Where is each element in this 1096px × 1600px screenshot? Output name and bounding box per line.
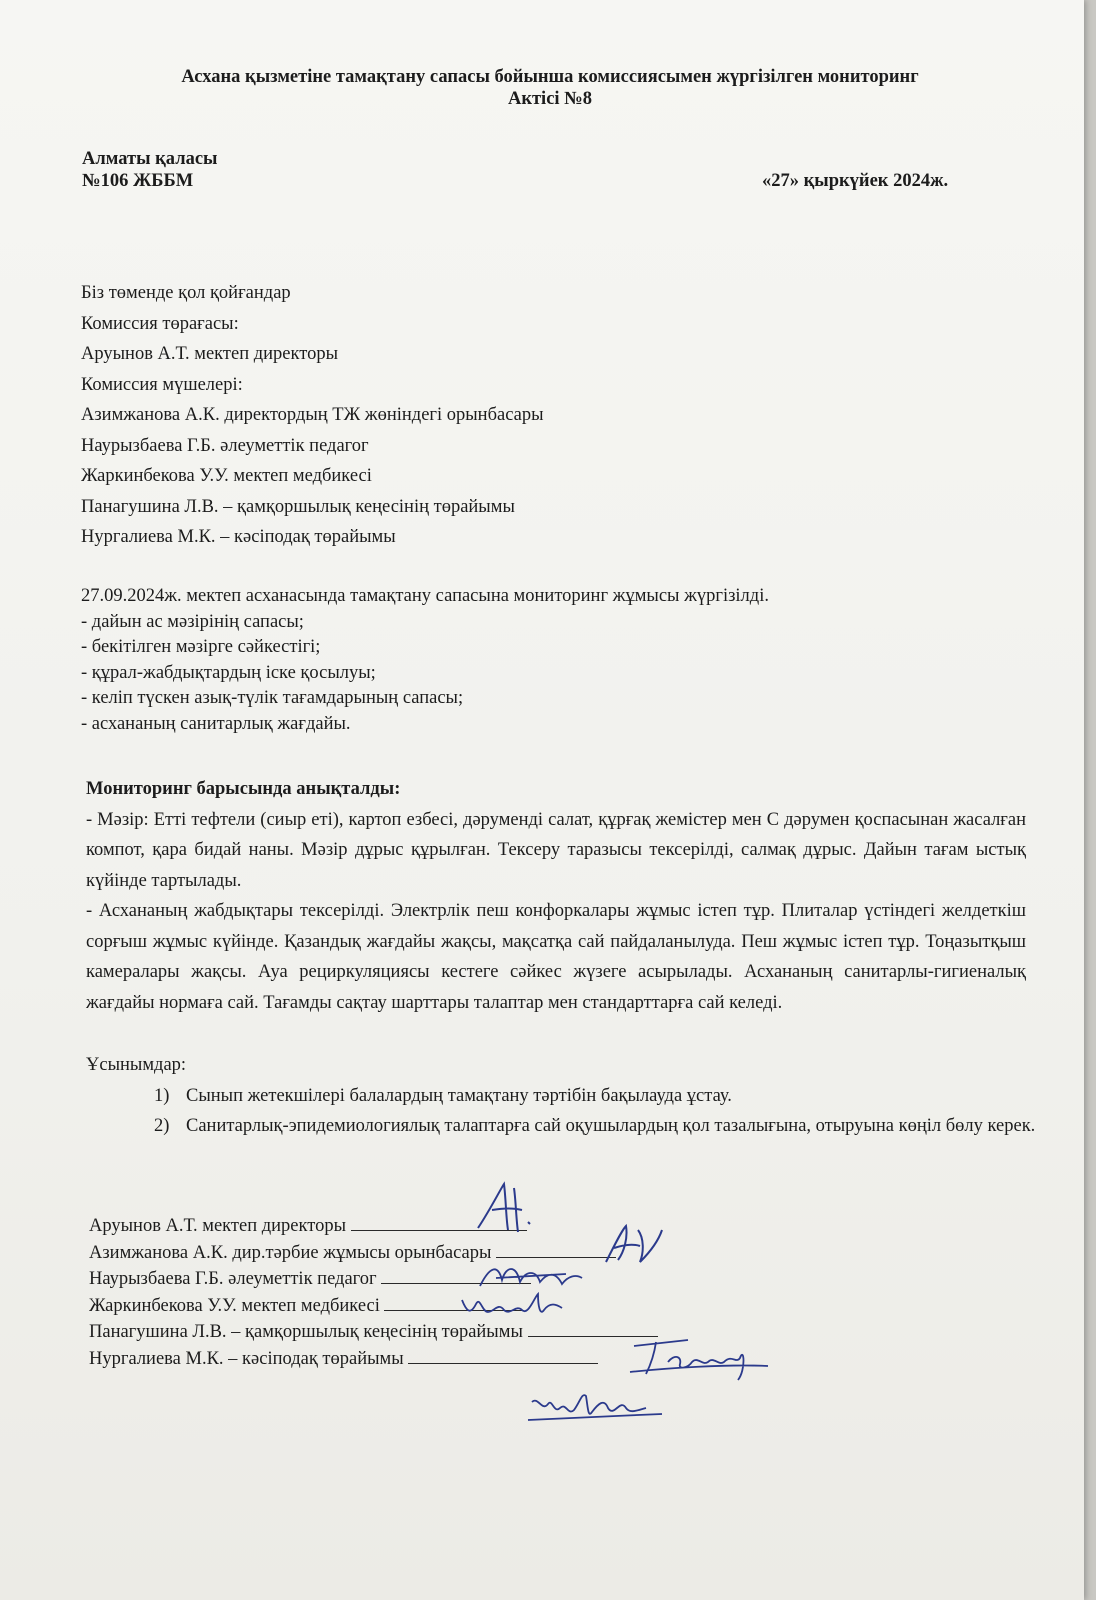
monitoring-intro: 27.09.2024ж. мектеп асханасында тамақтану сапасына мониторинг жұмысы жүргізілді. bbox=[81, 586, 769, 606]
recommendations-section bbox=[86, 1050, 1046, 1142]
chair-heading: Комиссия төрағасы: bbox=[81, 313, 239, 334]
signatory-name: Панагушина Л.В. – қамқоршылық кеңесінің төрайымы bbox=[89, 1322, 523, 1342]
signature-line bbox=[381, 1265, 531, 1284]
signature-row bbox=[89, 1239, 658, 1266]
school-label: №106 ЖББМ bbox=[82, 171, 194, 191]
signatory-name: Аруынов А.Т. мектеп директоры bbox=[89, 1216, 347, 1236]
findings-heading: Мониторинг барысында анықталды: bbox=[86, 779, 401, 799]
member-item: Нургалиева М.К. – кәсіподақ төрайымы bbox=[81, 527, 396, 547]
signature-line bbox=[384, 1292, 524, 1311]
recommendation-item bbox=[86, 1081, 1046, 1112]
header-left bbox=[82, 148, 218, 192]
monitoring-item: - бекітілген мәзірге сәйкестігі; bbox=[81, 637, 321, 657]
city-label: Алматы қаласы bbox=[82, 149, 218, 169]
title-line-2: Актісі №8 bbox=[507, 89, 593, 109]
signature-row bbox=[89, 1318, 658, 1345]
member-item: Наурызбаева Г.Б. әлеуметтік педагог bbox=[81, 435, 369, 456]
findings-paragraph-1: - Мәзір: Етті тефтели (сиыр еті), картоп езбесі, дәруменді салат, құрғақ жемістер мен С дәрумен қоспасынан жасалған компот, қара бидай наны. Мәзір дұрыс құрылған. Тексеру таразысы тексерілді, салмақ дұрыс. Дайын тағам ыстық күйінде тартылады. bbox=[86, 809, 1026, 891]
document-title bbox=[60, 66, 1040, 110]
signature-line bbox=[351, 1212, 527, 1231]
chair-name: Аруынов А.Т. мектеп директоры bbox=[81, 344, 339, 364]
signature-row bbox=[89, 1345, 658, 1372]
member-item: Панагушина Л.В. – қамқоршылық кеңесінің төрайымы bbox=[81, 496, 515, 517]
member-item: Азимжанова А.К. директордың ТЖ жөніндегі орынбасары bbox=[81, 405, 544, 425]
signatory-name: Жаркинбекова У.У. мектеп медбикесі bbox=[89, 1295, 380, 1316]
monitoring-item: - асхананың санитарлық жағдайы. bbox=[81, 713, 351, 734]
signatory-name: Азимжанова А.К. дир.тәрбие жұмысы орынбасары bbox=[89, 1242, 492, 1263]
recommendations-list bbox=[86, 1081, 1046, 1142]
commission-members bbox=[81, 278, 544, 553]
document-date: «27» қыркүйек 2024ж. bbox=[762, 171, 949, 191]
signature-row bbox=[89, 1292, 658, 1319]
members-intro: Біз төменде қол қойғандар bbox=[81, 283, 291, 303]
findings-section bbox=[86, 774, 1026, 1018]
recommendation-number: 1) bbox=[154, 1085, 170, 1106]
recommendations-heading: Ұсынымдар: bbox=[86, 1055, 187, 1075]
signature-line bbox=[496, 1239, 616, 1258]
signature-line bbox=[408, 1345, 598, 1364]
member-item: Жаркинбекова У.У. мектеп медбикесі bbox=[81, 466, 372, 486]
members-heading: Комиссия мүшелері: bbox=[81, 374, 243, 395]
monitoring-section bbox=[81, 584, 769, 737]
title-line-1: Асхана қызметіне тамақтану сапасы бойынша комиссиясымен жүргізілген мониторинг bbox=[181, 67, 919, 87]
signatures-section bbox=[89, 1212, 658, 1371]
signature-line bbox=[528, 1318, 658, 1337]
monitoring-item: - келіп түскен азық-түлік тағамдарының сапасы; bbox=[81, 688, 464, 708]
signature-image-union bbox=[526, 1388, 666, 1426]
signatory-name: Наурызбаева Г.Б. әлеуметтік педагог bbox=[89, 1269, 377, 1289]
recommendation-number: 2) bbox=[154, 1116, 170, 1136]
signature-row bbox=[89, 1212, 658, 1239]
recommendation-item bbox=[86, 1111, 1046, 1142]
recommendation-text: Сынып жетекшілері балалардың тамақтану тәртібін бақылауда ұстау. bbox=[186, 1085, 732, 1106]
monitoring-item: - құрал-жабдықтардың іске қосылуы; bbox=[81, 662, 376, 683]
signature-row bbox=[89, 1265, 658, 1292]
recommendation-text: Санитарлық-эпидемиологиялық талаптарға сай оқушылардың қол тазалығына, отыруына көңіл бөлу керек. bbox=[186, 1116, 1036, 1136]
signatory-name: Нургалиева М.К. – кәсіподақ төрайымы bbox=[89, 1348, 404, 1369]
monitoring-item: - дайын ас мәзірінің сапасы; bbox=[81, 611, 304, 632]
findings-paragraph-2: - Асхананың жабдықтары тексерілді. Электрлік пеш конфоркалары жұмыс істеп тұр. Плиталар үстіндегі желдеткіш сорғыш жұмыс күйінде. Қазандық жағдайы жақсы, мақсатқа сай пайдаланылуда. Пеш жұмыс істеп тұр. Тоңазытқыш камералары жақсы. Ауа рециркуляциясы кестеге сәйкес жүзеге асырылады. Асхананың санитарлы-гигиеналық жағдайы нормаға сай. Тағамды сақтау шарттары талаптар мен стандарттарға сай келеді. bbox=[86, 901, 1026, 1013]
